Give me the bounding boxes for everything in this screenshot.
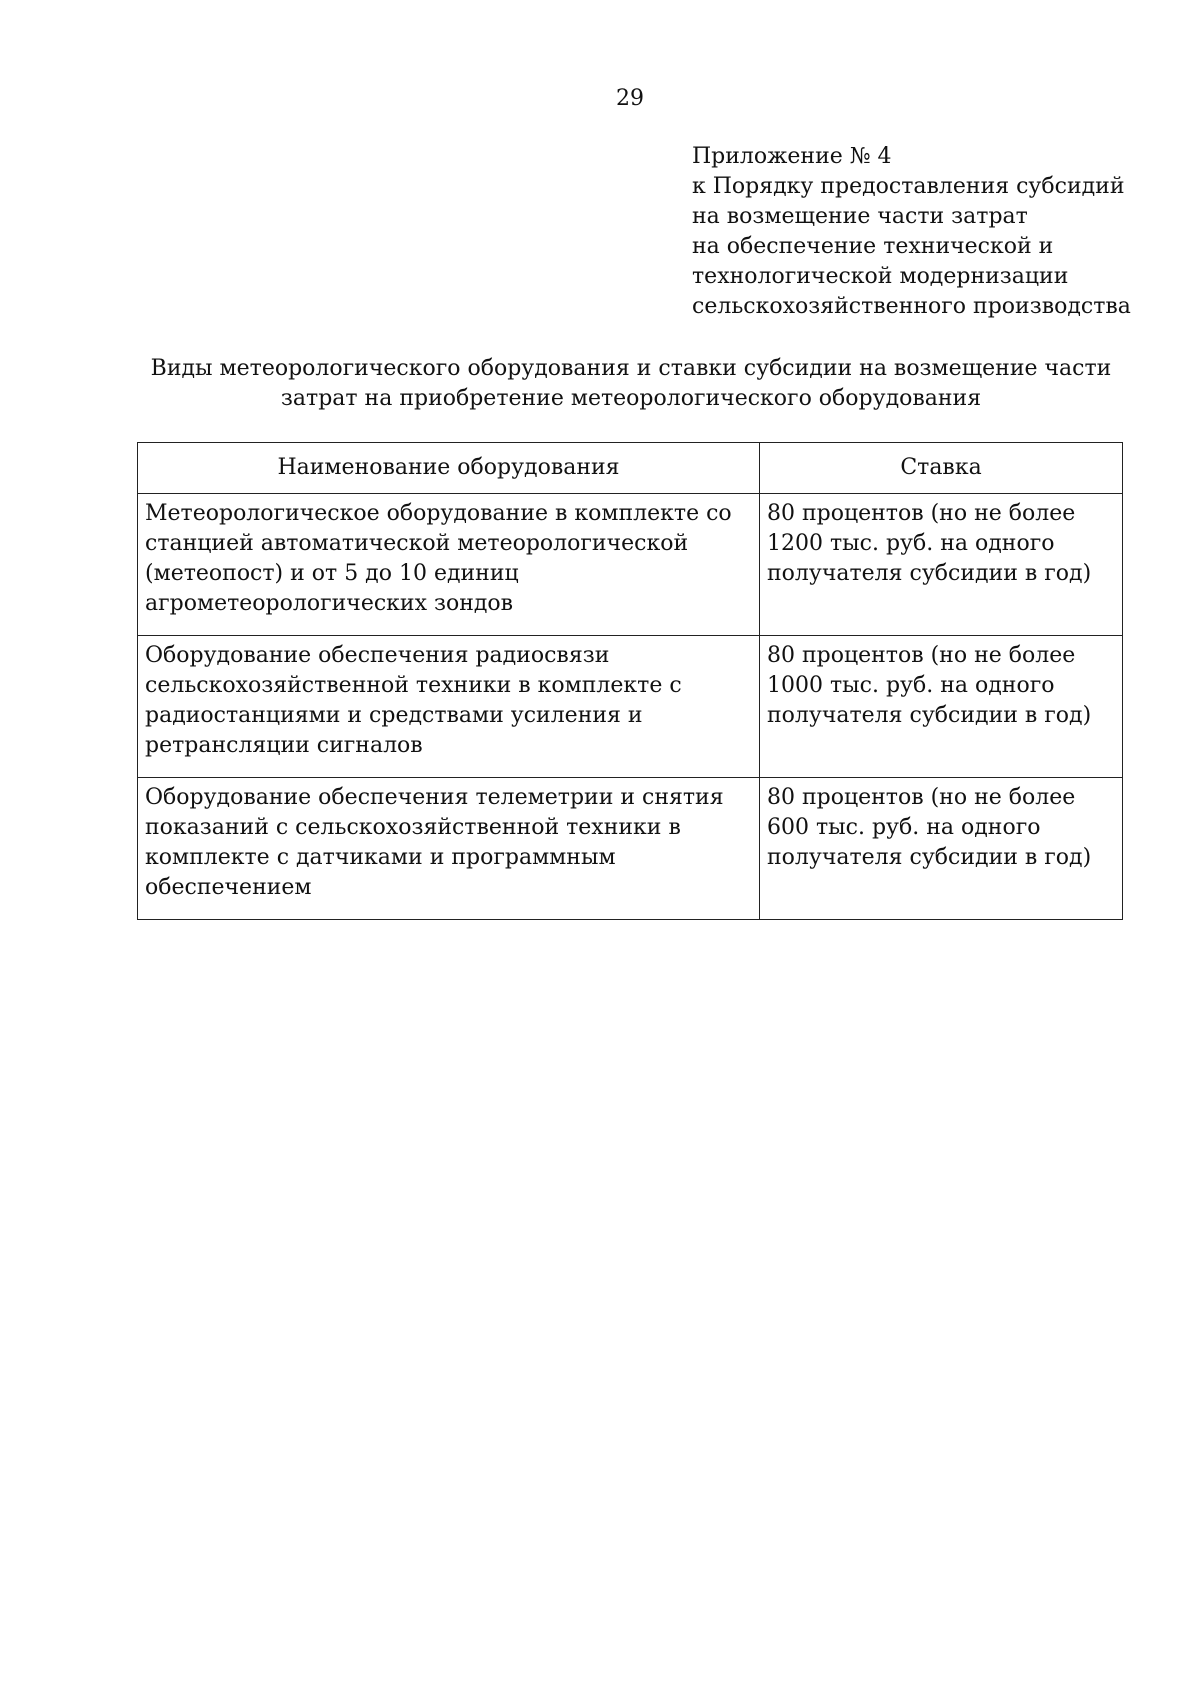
title-line: Виды метеорологического оборудования и ставки субсидии на возмещение части [150, 356, 1112, 381]
equipment-rates-table [137, 442, 1123, 920]
table-row [138, 778, 1123, 920]
table-header-row [138, 443, 1123, 494]
cell-equipment-name: Оборудование обеспечения радиосвязи сельскохозяйственной техники в комплекте с радиостанциями и средствами усиления и ретрансляции сигналов [138, 636, 760, 778]
title-line: затрат на приобретение метеорологического оборудования [280, 386, 982, 411]
cell-equipment-name: Метеорологическое оборудование в комплекте со станцией автоматической метеорологической (метеопост) и от 5 до 10 единиц агрометеорологических зондов [138, 494, 760, 636]
table-row [138, 494, 1123, 636]
appendix-line: на возмещение части затрат [692, 204, 1028, 229]
header-rate: Ставка [760, 443, 1123, 494]
cell-equipment-name: Оборудование обеспечения телеметрии и снятия показаний с сельскохозяйственной техники в комплекте с датчиками и программным обеспечением [138, 778, 760, 920]
document-title [137, 354, 1125, 414]
table-row [138, 636, 1123, 778]
header-equipment-name: Наименование оборудования [138, 443, 760, 494]
cell-rate: 80 процентов (но не более 1000 тыс. руб. на одного получателя субсидии в год) [760, 636, 1123, 778]
cell-rate: 80 процентов (но не более 1200 тыс. руб. на одного получателя субсидии в год) [760, 494, 1123, 636]
appendix-line: сельскохозяйственного производства [692, 294, 1131, 319]
appendix-line: к Порядку предоставления субсидий [692, 174, 1125, 199]
cell-rate: 80 процентов (но не более 600 тыс. руб. на одного получателя субсидии в год) [760, 778, 1123, 920]
appendix-line: на обеспечение технической и [692, 234, 1054, 259]
appendix-line: технологической модернизации [692, 264, 1069, 289]
appendix-note [692, 142, 1172, 322]
page-number: 29 [616, 86, 644, 111]
appendix-line: Приложение № 4 [692, 144, 892, 169]
